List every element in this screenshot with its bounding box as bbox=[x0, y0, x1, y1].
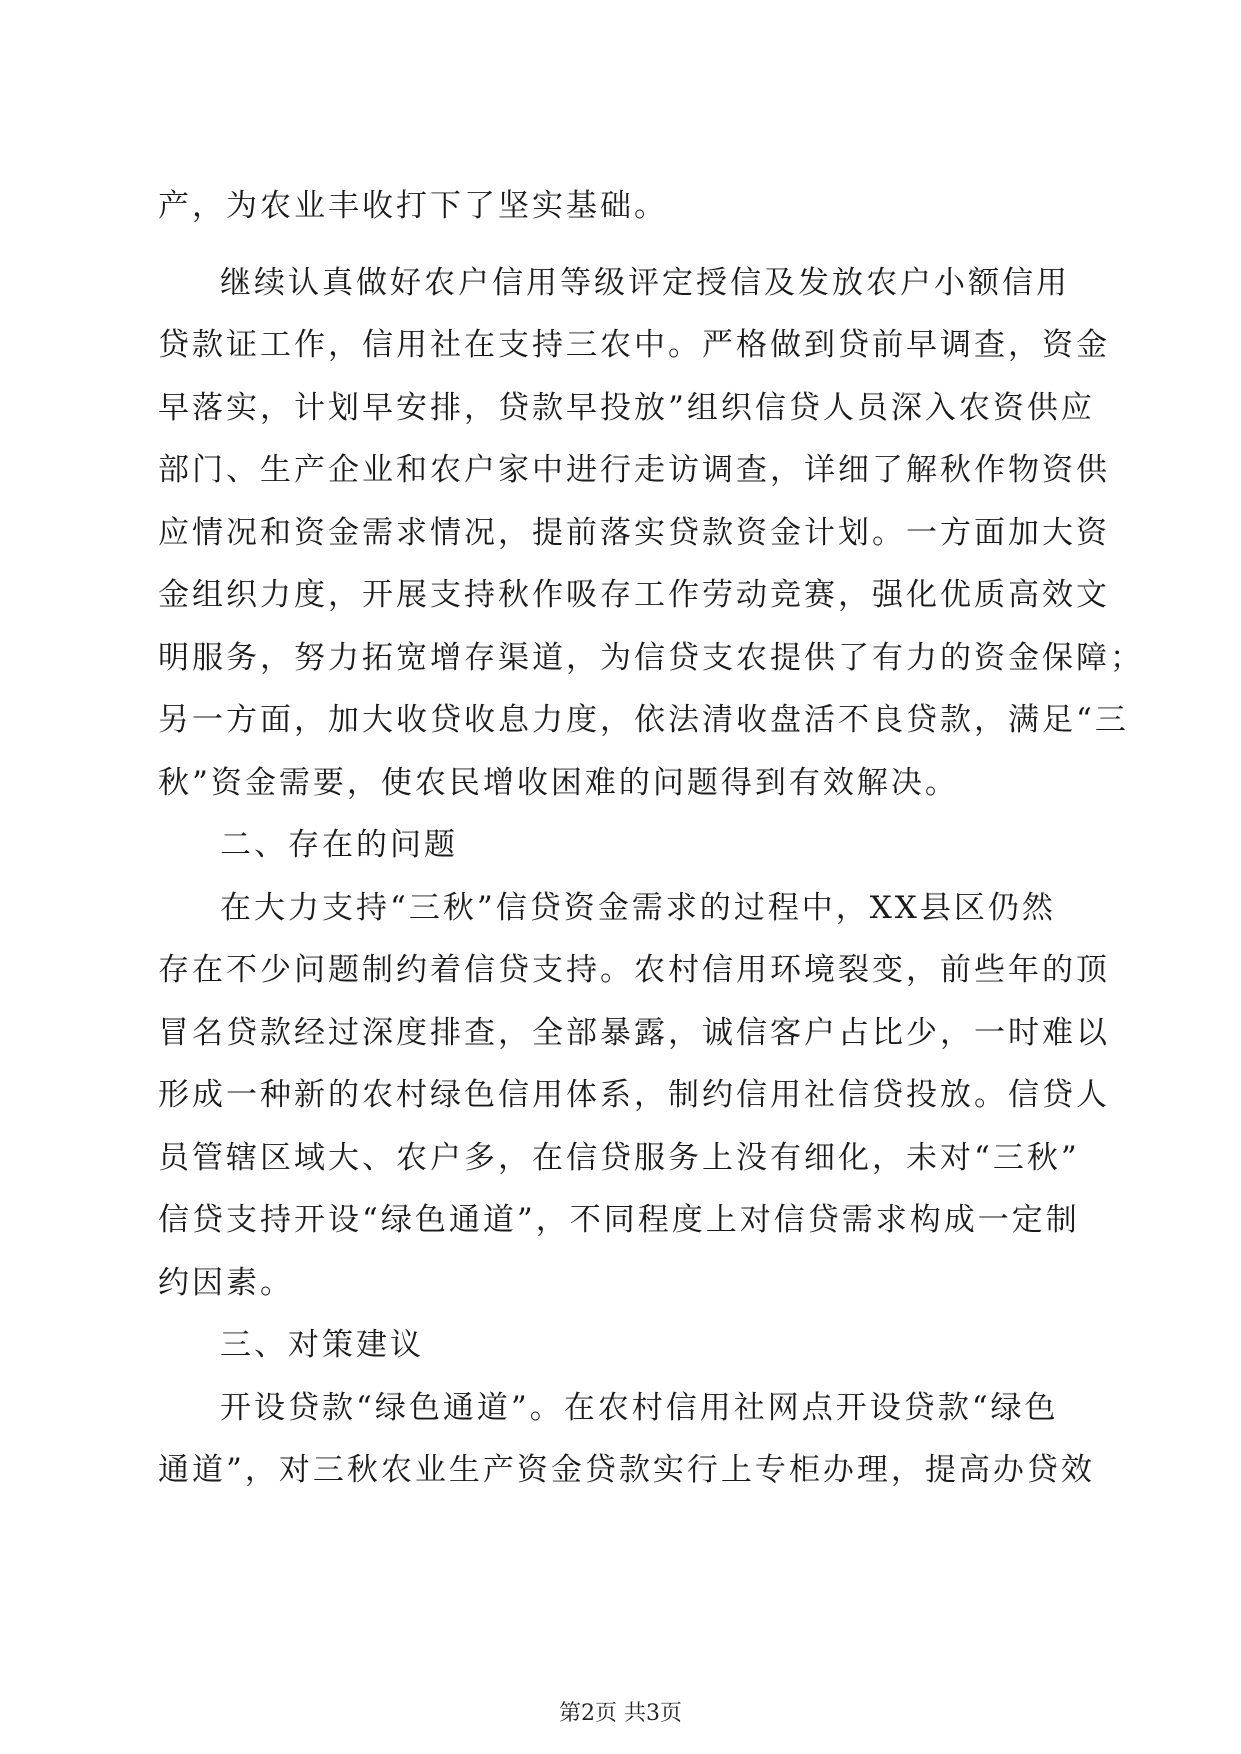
text-line: 应情况和资金需求情况，提前落实贷款资金计划。一方面加大资 bbox=[158, 515, 1110, 551]
text-line: 信贷支持开设“绿色通道”，不同程度上对信贷需求构成一定制 bbox=[158, 1202, 1080, 1238]
text-line: 员管辖区域大、农户多，在信贷服务上没有细化，未对“三秋” bbox=[158, 1140, 1080, 1176]
text-line: 贷款证工作，信用社在支持三农中。严格做到贷前早调查，资金 bbox=[158, 327, 1110, 363]
text-line: 明服务，努力拓宽增存渠道，为信贷支农提供了有力的资金保障； bbox=[158, 640, 1144, 676]
section-heading: 二、存在的问题 bbox=[220, 827, 458, 863]
text-line: 冒名贷款经过深度排查，全部暴露，诚信客户占比少，一时难以 bbox=[158, 1015, 1110, 1051]
paragraph-start-line: 在大力支持“三秋”信贷资金需求的过程中，XX县区仍然 bbox=[220, 890, 1056, 926]
section-heading: 三、对策建议 bbox=[220, 1327, 424, 1363]
text-line: 金组织力度，开展支持秋作吸存工作劳动竞赛，强化优质高效文 bbox=[158, 577, 1110, 613]
text-line: 约因素。 bbox=[158, 1265, 294, 1301]
text-line: 秋”资金需要，使农民增收困难的问题得到有效解决。 bbox=[158, 765, 959, 801]
page-number-footer: 第2页 共3页 bbox=[559, 1701, 682, 1726]
text-line: 通道”，对三秋农业生产资金贷款实行上专柜办理，提高办贷效 bbox=[158, 1452, 1095, 1488]
text-line: 早落实，计划早安排，贷款早投放”组织信贷人员深入农资供应 bbox=[158, 390, 1095, 426]
text-line: 部门、生产企业和农户家中进行走访调查，详细了解秋作物资供 bbox=[158, 452, 1110, 488]
paragraph-start-line: 继续认真做好农户信用等级评定授信及发放农户小额信用 bbox=[220, 265, 1070, 301]
text-line: 形成一种新的农村绿色信用体系，制约信用社信贷投放。信贷人 bbox=[158, 1077, 1110, 1113]
text-line: 存在不少问题制约着信贷支持。农村信用环境裂变，前些年的顶 bbox=[158, 952, 1110, 988]
text-line: 产，为农业丰收打下了坚实基础。 bbox=[158, 188, 668, 224]
text-line: 另一方面，加大收贷收息力度，依法清收盘活不良贷款，满足“三 bbox=[158, 702, 1129, 738]
paragraph-start-line: 开设贷款“绿色通道”。在农村信用社网点开设贷款“绿色 bbox=[220, 1390, 1059, 1426]
